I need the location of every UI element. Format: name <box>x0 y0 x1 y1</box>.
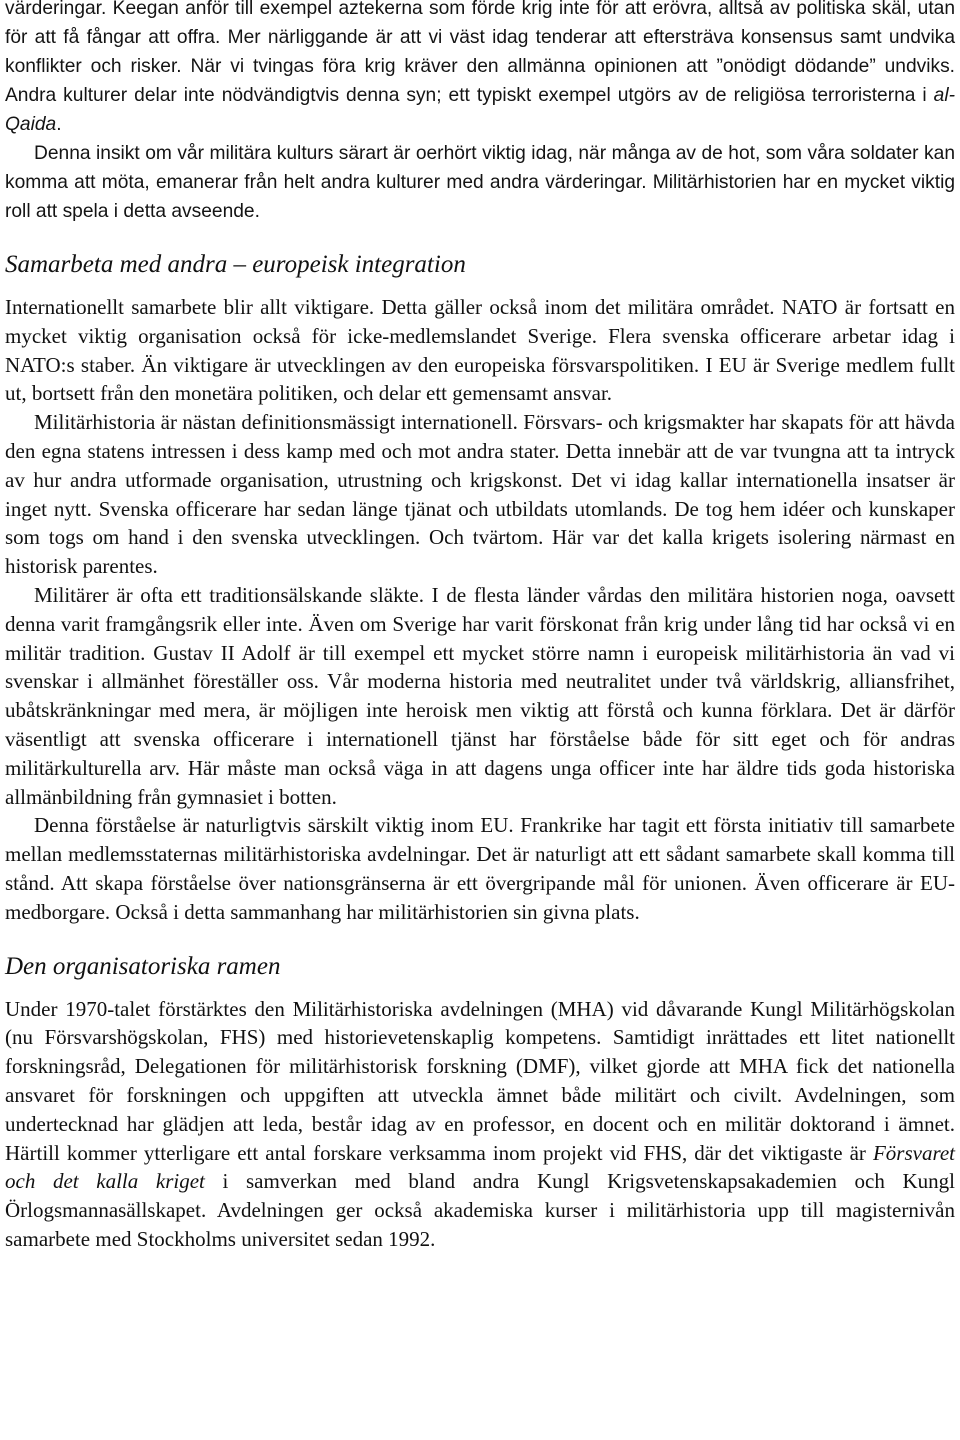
paragraph-text: Under 1970-talet förstärktes den Militärhistoriska avdelningen (MHA) vid dåvarande Kungl Militärhögskolan (nu Försvarshögskolan, FHS) med historievetenskaplig kompetens. Samtidigt inrättades ett litet nationellt forskningsråd, Delegationen för militärhistorisk forskning (DMF), vilket gjorde att MHA fick det nationella ansvaret för forskningen och uppgiften att utveckla ämnet både militärt och civilt. Avdelningen, som undertecknad har glädjen att leda, består idag av en professor, en docent och en militär doktorand i ämnet. Härtill kommer ytterligare ett antal forskare verksamma inom projekt vid FHS, där det viktigaste är <box>5 996 955 1165</box>
paragraph-organisation <box>5 995 955 1254</box>
italic-project-title: Försvaret och det kalla kriget <box>5 1140 955 1194</box>
intro-block <box>5 0 955 226</box>
paragraph-tradition: Militärer är ofta ett traditionsälskande släkte. I de flesta länder vårdas den militära historien noga, oavsett denna varit framgångsrik eller inte. Även om Sverige har varit förskonat från krig under lång tid har också vi en militär tradition. Gustav II Adolf är till exempel ett mycket större namn i europeisk militärhistoria än vad vi svenskar i allmänhet föreställer oss. Vår moderna historia med neutralitet under två världskrig, alliansfrihet, ubåtskränkningar med mera, är möjligen inte heroisk men viktig att förstå och kunna förklara. Det är därför väsentligt att svenska officerare i internationell tjänst har förståelse både för sitt eget och för andras militärkulturella arv. Här måste man också väga in att dagens unga officer inte har äldre tids goda historiska allmänbildning från gymnasiet i botten. <box>5 582 955 809</box>
section-heading-organisational-frame: Den organisatoriska ramen <box>5 952 281 980</box>
paragraph-text-end: i samverkan med bland andra Kungl Krigsvetenskapsakademien och Kungl Örlogsmannasällskapet. Avdelningen ger också akademiska kurser i militärhistoria upp till magisternivån samarbete med Stockholms universitet sedan 1992. <box>5 1169 956 1251</box>
paragraph-international-cooperation: Internationellt samarbete blir allt viktigare. Detta gäller också inom det militära området. NATO är fortsatt en mycket viktig organisation också för icke-medlemslandet Sverige. Flera svenska officerare arbetar idag i NATO:s staber. Än viktigare är utvecklingen av den europeiska försvarspolitiken. I EU är Sverige medlem fullt ut, bortsett från den monetära politiken, och delar ett gemensamt ansvar. <box>5 295 955 406</box>
paragraph-military-culture: Denna insikt om vår militära kulturs särart är oerhört viktig idag, när många av de hot, som våra soldater kan komma att möta, emanerar från helt andra kulturer med andra värderingar. Militärhistorien har en mycket viktig roll att spela i detta avseende. <box>5 143 955 222</box>
italic-term-al-qaida: al-Qaida <box>5 85 955 135</box>
paragraph-values-culture <box>5 0 955 139</box>
paragraph-text: värderingar. Keegan anför till exempel aztekerna som förde krig inte för att erövra, alltså av politiska skäl, utan för att få fångar att offra. Mer närliggande är att vi väst idag tenderar att eftersträva konsensus samt undvika konflikter och risker. När vi tvingas föra krig kräver den allmänna opinionen att ”onödigt dödande” undviks. Andra kulturer delar inte nödvändigtvis denna syn; ett typiskt exempel utgörs av de religiösa terroristerna i <box>5 0 955 106</box>
paragraph-eu-understanding: Denna förståelse är naturligtvis särskilt viktig inom EU. Frankrike har tagit ett första initiativ till samarbete mellan medlemsstaternas militärhistoriska avdelningar. Det är naturligt att ett sådant samarbete skall komma till stånd. Att skapa förståelse över nationsgränserna är ett övergripande mål för unionen. Även officerare är EU-medborgare. Också i detta sammanhang har militärhistorien sin givna plats. <box>5 813 955 924</box>
paragraph-text-end: . <box>56 114 62 135</box>
section-heading-european-integration: Samarbeta med andra – europeisk integration <box>5 251 466 278</box>
paragraph-military-history-international: Militärhistoria är nästan definitionsmässigt internationell. Försvars- och krigsmakter har skapats för att hävda den egna statens intressen i dess kamp med och mot andra stater. Detta innebär att de var tvungna att ta intryck av hur andra utformade organisation, utrustning och krigskonst. Det vi idag kallar internationella insatser är inget nytt. Svenska officerare har sedan länge tjänat och utbildats utomlands. De tog hem idéer och kunskaper som togs om hand i den svenska utvecklingen. Och tvärtom. Här var det kalla krigets isolering närmast en historisk parentes. <box>5 410 955 579</box>
